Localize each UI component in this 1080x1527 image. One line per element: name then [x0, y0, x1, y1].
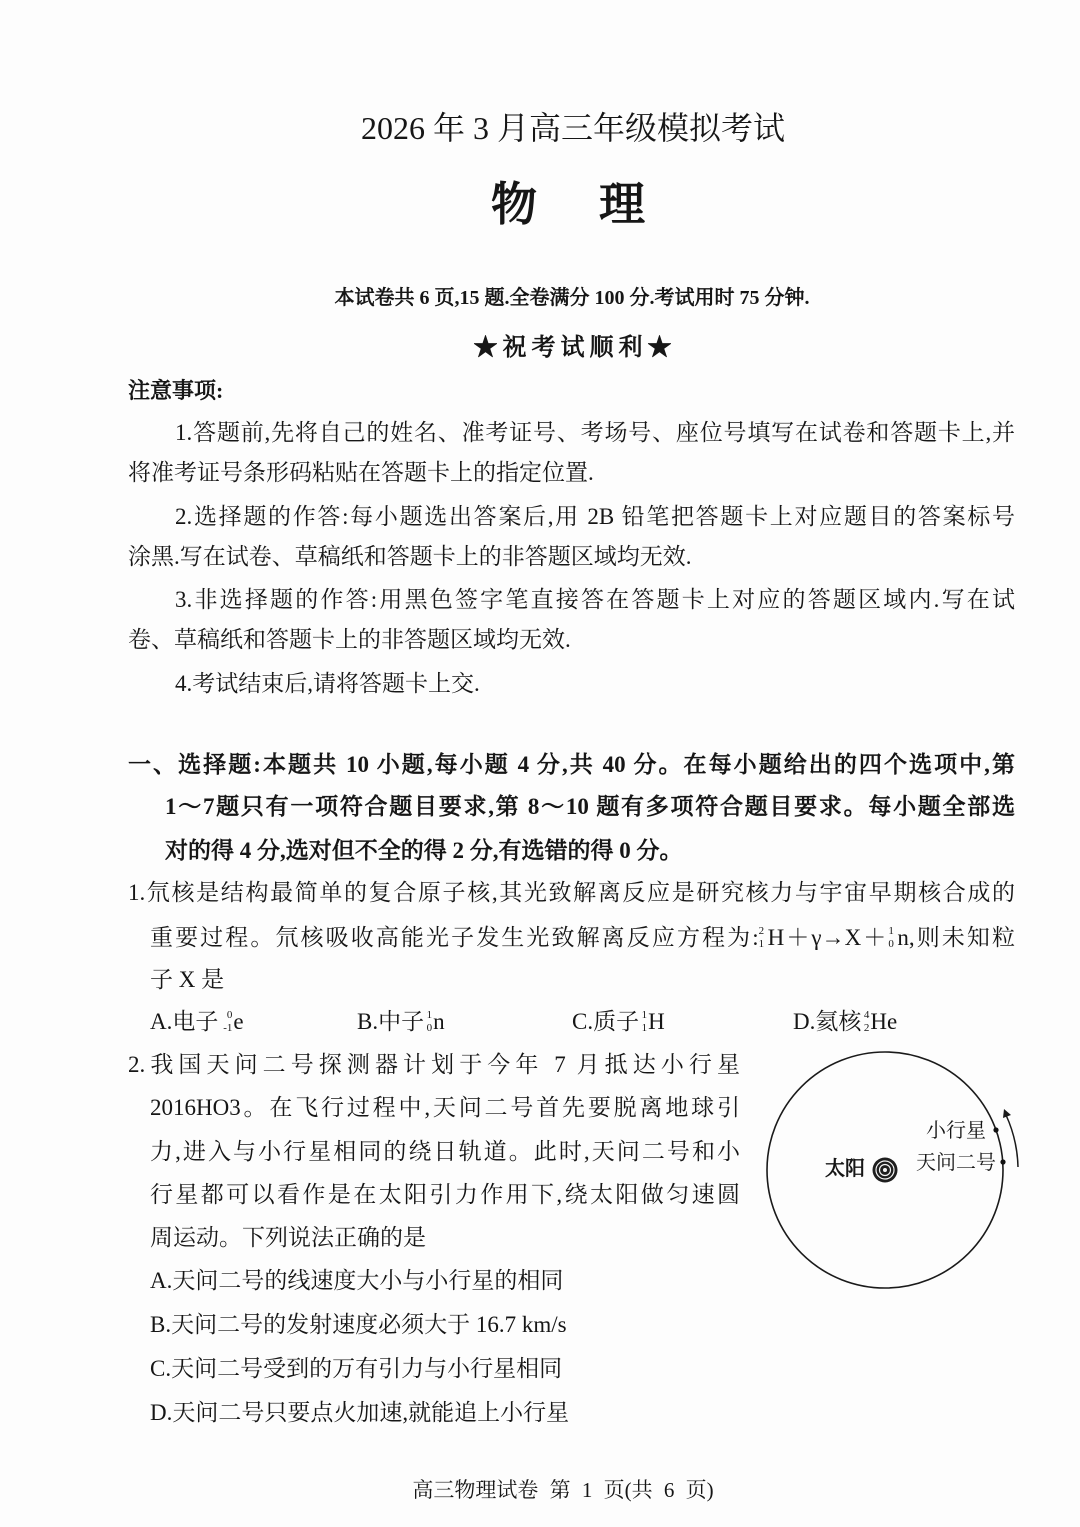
exam-title: 2026 年 3 月高三年级模拟考试 — [360, 110, 785, 146]
mass-number: 2 — [758, 925, 765, 937]
notice-line: 4.考试结束后,请将答题卡上交. — [175, 671, 480, 696]
charge-number: 1 — [641, 1022, 648, 1034]
charge-number: -1 — [223, 1022, 233, 1034]
notice-line: 1.答题前,先将自己的姓名、准考证号、考场号、座位号填写在试卷和答题卡上,并 — [175, 420, 1015, 445]
q2-stem-line: 2016HO3。在飞行过程中,天问二号首先要脱离地球引 — [150, 1095, 740, 1120]
charge-number: 0 — [888, 938, 894, 950]
sun-label: 太阳 — [825, 1158, 865, 1180]
notice-heading: 注意事项: — [128, 378, 224, 403]
orbit-diagram — [760, 1045, 1030, 1300]
mass-number: 0 — [226, 1009, 233, 1021]
q1-stem-line: 1.氘核是结构最简单的复合原子核,其光致解离反应是研究核力与宇宙早期核合成的 — [128, 880, 1015, 905]
asteroid-dot — [993, 1127, 998, 1132]
notice-line: 3.非选择题的作答:用黑色签字笔直接答在答题卡上对应的答题区域内.写在试 — [175, 587, 1015, 612]
charge-number: 1 — [758, 938, 765, 950]
q1-option-c — [572, 1007, 665, 1037]
notice-line: 涂黑.写在试卷、草稿纸和答题卡上的非答题区域均无效. — [128, 544, 692, 569]
mass-number: 4 — [863, 1009, 870, 1021]
q2-stem-line: 2.我国天问二号探测器计划于今年 7 月抵达小行星 — [128, 1052, 740, 1077]
nuclide-neutron — [888, 923, 909, 953]
q1-stem-text: 重要过程。氘核吸收高能光子发生光致解离反应方程为: — [150, 925, 759, 950]
q1-stem-line: 子 X 是 — [150, 967, 225, 992]
notice-line: 卷、草稿纸和答题卡上的非答题区域均无效. — [128, 627, 571, 652]
asteroid-label: 小行星 — [926, 1120, 986, 1142]
mass-number: 1 — [426, 1009, 433, 1021]
q2-option-d: D.天问二号只要点火加速,就能追上小行星 — [150, 1400, 570, 1425]
q1-option-d — [793, 1007, 897, 1037]
sun-symbol — [873, 1158, 898, 1183]
q2-option-b: B.天问二号的发射速度必须大于 16.7 km/s — [150, 1312, 567, 1337]
section-instruction-line: 1～7题只有一项符合题目要求,第 8～10 题有多项符合题目要求。每小题全部选 — [165, 794, 1015, 819]
nuclide — [639, 1007, 665, 1037]
q2-option-c: C.天问二号受到的万有引力与小行星相同 — [150, 1356, 563, 1381]
section-instruction-line: 一、选择题:本题共 10 小题,每小题 4 分,共 40 分。在每小题给出的四个选项中,第 — [128, 752, 1015, 777]
nuclide-symbol: He — [870, 1009, 898, 1034]
probe-dot — [1000, 1159, 1005, 1164]
option-label: B.中子 — [357, 1009, 425, 1034]
q1-option-b — [357, 1007, 445, 1037]
nuclide — [861, 1007, 897, 1037]
probe-label: 天问二号 — [916, 1152, 996, 1174]
page-footer: 高三物理试卷 第 1 页(共 6 页) — [412, 1478, 714, 1502]
option-label: A.电子 — [150, 1009, 219, 1034]
nuclide-deuterium — [759, 923, 785, 953]
q2-stem-line: 行星都可以看作是在太阳引力作用下,绕太阳做匀速圆 — [150, 1182, 740, 1207]
direction-arrow — [1006, 1115, 1018, 1167]
q1-option-a — [150, 1007, 244, 1037]
nuclide-symbol: H — [767, 925, 785, 950]
charge-number: 2 — [863, 1022, 870, 1034]
q2-stem-line: 力,进入与小行星相同的绕日轨道。此时,天问二号和小 — [150, 1139, 740, 1164]
subject-title: 物 理 — [491, 179, 653, 230]
option-label: D.氦核 — [793, 1009, 862, 1034]
nuclide — [424, 1007, 445, 1037]
mass-number: 1 — [888, 925, 894, 937]
q1-stem-text: ,则未知粒 — [908, 925, 1016, 950]
nuclide-symbol: H — [648, 1009, 665, 1034]
nuclide — [218, 1007, 243, 1037]
notice-line: 将准考证号条形码粘贴在答题卡上的指定位置. — [128, 460, 594, 485]
exam-info: 本试卷共 6 页,15 题.全卷满分 100 分.考试用时 75 分钟. — [334, 287, 810, 309]
notice-line: 2.选择题的作答:每小题选出答案后,用 2B 铅笔把答题卡上对应题目的答案标号 — [175, 504, 1015, 529]
mass-number: 1 — [641, 1009, 648, 1021]
option-label: C.质子 — [572, 1009, 640, 1034]
nuclide-symbol: e — [233, 1009, 244, 1034]
sun-core — [883, 1168, 887, 1172]
reaction-text: ＋γ→X＋ — [784, 925, 889, 950]
nuclide-symbol: n — [897, 925, 909, 950]
nuclide-symbol: n — [433, 1009, 445, 1034]
q1-stem-line — [150, 923, 1015, 953]
good-luck-banner: ★祝考试顺利★ — [473, 335, 677, 361]
charge-number: 0 — [426, 1022, 433, 1034]
section-instruction-line: 对的得 4 分,选对但不全的得 2 分,有选错的得 0 分。 — [165, 838, 683, 863]
q2-option-a: A.天问二号的线速度大小与小行星的相同 — [150, 1268, 564, 1293]
q2-stem-line: 周运动。下列说法正确的是 — [150, 1225, 426, 1250]
